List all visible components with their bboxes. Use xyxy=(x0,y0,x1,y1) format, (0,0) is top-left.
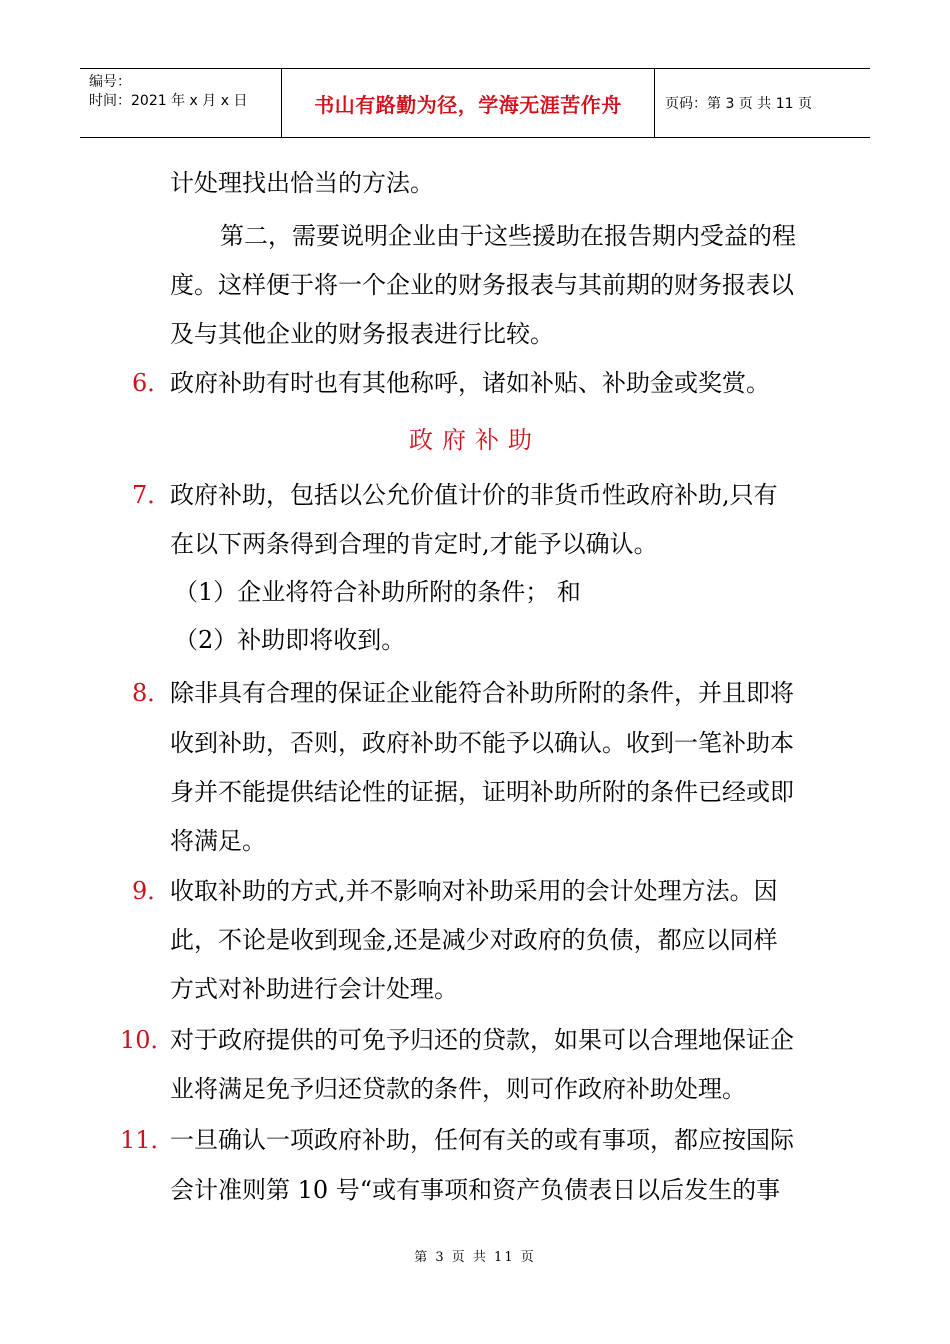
section-heading: 政府补助 xyxy=(409,426,541,454)
paragraph-line: 及与其他企业的财务报表进行比较。 xyxy=(170,320,554,348)
paragraph-line: 会计准则第 10 号“或有事项和资产负债表日以后发生的事 xyxy=(170,1176,781,1204)
paragraph-line: 将满足。 xyxy=(170,827,266,855)
item-number: 6． xyxy=(132,369,172,397)
paragraph-line: 第二，需要说明企业由于这些援助在报告期内受益的程 xyxy=(220,222,796,250)
paragraph-line: 计处理找出恰当的方法。 xyxy=(170,169,434,197)
page-header xyxy=(80,68,870,138)
paragraph-line: 度。这样便于将一个企业的财务报表与其前期的财务报表以 xyxy=(170,271,794,299)
paragraph-line: 政府补助有时也有其他称呼，诸如补贴、补助金或奖赏。 xyxy=(170,369,770,397)
item-number: 8． xyxy=(132,679,172,707)
item-number: 10． xyxy=(120,1026,175,1054)
document-time-label: 时间：2021 年 x 月 x 日 xyxy=(89,93,248,109)
page-footer: 第 3 页 共 11 页 xyxy=(414,1250,536,1265)
header-motto: 书山有路勤为径，学海无涯苦作舟 xyxy=(282,69,655,137)
header-meta xyxy=(80,69,282,137)
paragraph-line: 方式对补助进行会计处理。 xyxy=(170,975,458,1003)
document-number-label: 编号： xyxy=(89,74,131,90)
paragraph-line: 身并不能提供结论性的证据，证明补助所附的条件已经或即 xyxy=(170,778,794,806)
paragraph-line: 一旦确认一项政府补助，任何有关的或有事项，都应按国际 xyxy=(170,1126,794,1154)
header-page-info: 页码：第 3 页 共 11 页 xyxy=(665,96,812,112)
paragraph-line: 收到补助，否则，政府补助不能予以确认。收到一笔补助本 xyxy=(170,729,794,757)
item-number: 7． xyxy=(132,481,172,509)
paragraph-line: 在以下两条得到合理的肯定时,才能予以确认。 xyxy=(170,530,658,558)
paragraph-line: 政府补助，包括以公允价值计价的非货币性政府补助,只有 xyxy=(170,481,778,509)
paragraph-line: 对于政府提供的可免予归还的贷款，如果可以合理地保证企 xyxy=(170,1026,794,1054)
paragraph-line: （2）补助即将收到。 xyxy=(174,626,406,654)
paragraph-line: 收取补助的方式,并不影响对补助采用的会计处理方法。因 xyxy=(170,877,778,905)
item-number: 9． xyxy=(132,877,172,905)
paragraph-line: 业将满足免予归还贷款的条件，则可作政府补助处理。 xyxy=(170,1075,746,1103)
paragraph-line: 除非具有合理的保证企业能符合补助所附的条件，并且即将 xyxy=(170,679,794,707)
paragraph-line: 此，不论是收到现金,还是减少对政府的负债，都应以同样 xyxy=(170,926,778,954)
item-number: 11． xyxy=(120,1126,175,1154)
paragraph-line: （1）企业将符合补助所附的条件； 和 xyxy=(174,578,581,606)
